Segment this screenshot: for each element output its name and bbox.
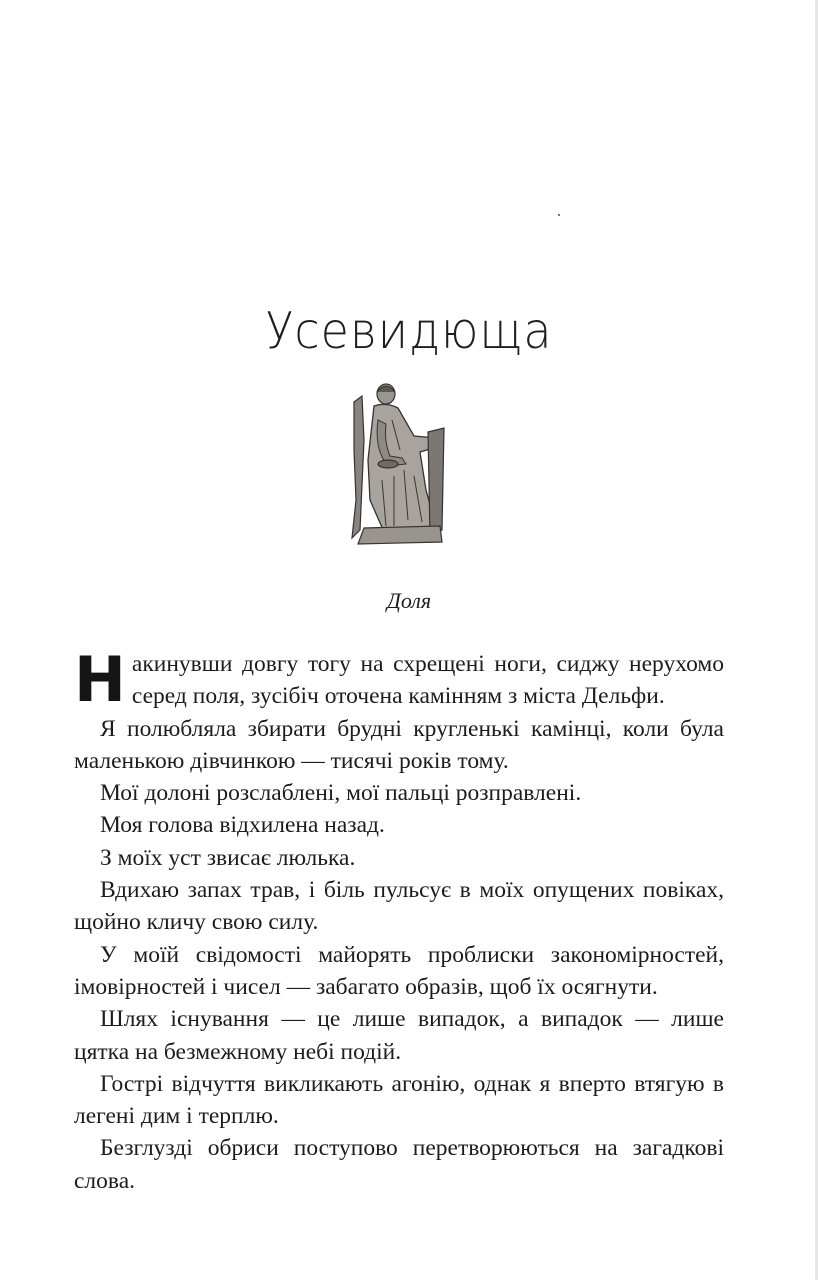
paragraph [74, 643, 724, 716]
chapter-subtitle: Доля [386, 588, 432, 613]
print-speck [558, 214, 560, 216]
paragraph: Моя голова відхилена назад. [100, 812, 385, 839]
paragraph: У моїй свідомості майорять проблиски закономірностей, імовірностей і чисел — забагато образів, щоб їх осягнути. [74, 941, 724, 1000]
paragraph: Я полюбляла збирати брудні кругленькі камінці, коли була маленькою дівчинкою — тисячі років тому. [74, 715, 724, 774]
chapter-body [74, 643, 724, 1197]
paragraph: Шлях існування — це лише випадок, а випадок — лише цятка на безмежному небі подій. [74, 1006, 724, 1065]
drop-cap: Н [74, 643, 126, 716]
paragraph: Мої долоні розслаблені, мої пальці розправлені. [100, 780, 582, 807]
paragraph: З моїх уст звисає люлька. [100, 844, 356, 871]
paragraph-text: акинувши довгу тогу на схрещені ноги, сиджу нерухомо серед поля, зусібіч оточена камінням з міста Дельфи. [131, 651, 724, 710]
paragraph: Гострі відчуття викликають агонію, однак я вперто втягую в легені дим і терплю. [74, 1070, 724, 1130]
paragraph: Безглузді обриси поступово перетворюються на загадкові слова. [74, 1135, 724, 1194]
chapter-title: Усевидюща [265, 302, 553, 360]
seated-oracle-illustration [344, 380, 454, 545]
paragraph: Вдихаю запах трав, і біль пульсує в моїх опущених повіках, щойно кличу свою силу. [74, 877, 724, 936]
